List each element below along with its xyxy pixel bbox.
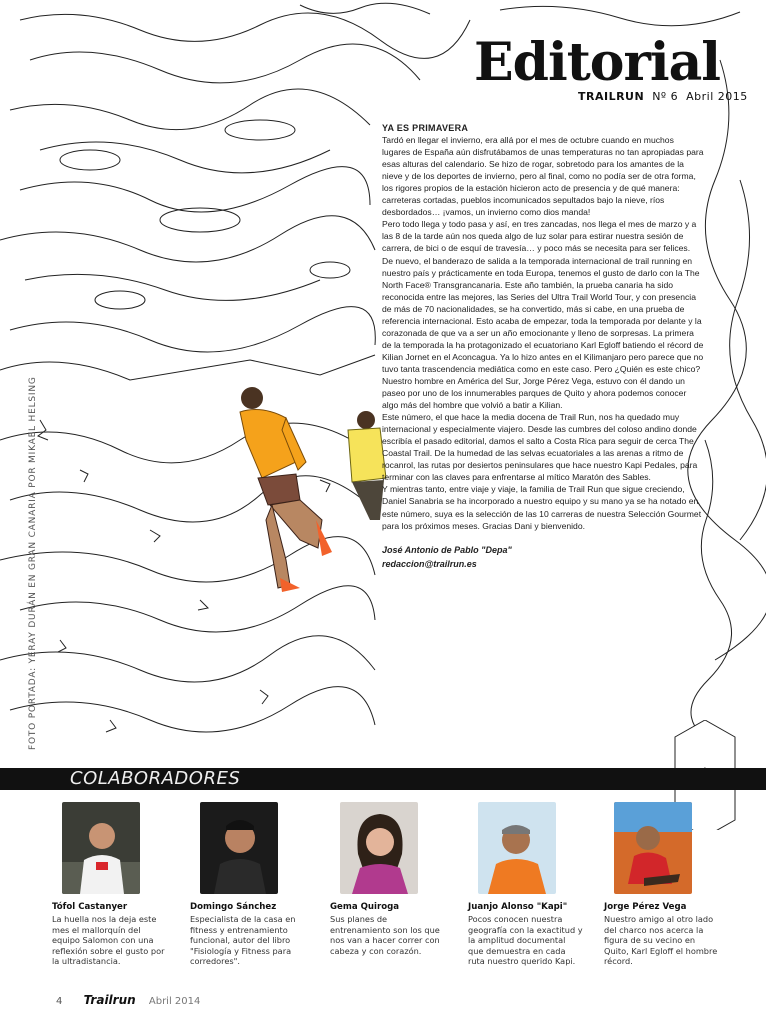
collaborator-desc: Nuestro amigo al otro lado del charco nos acerca la figura de su vecino en Quito, Karl Egloff el hombre récord. [604, 914, 718, 966]
collaborator-desc: La huella nos la deja este mes el mallorquín del equipo Salomon con una reflexión sobre el gusto por la ultradistancia. [52, 914, 165, 966]
editor-email[interactable]: redaccion@trailrun.es [382, 558, 477, 569]
collaborator-card [190, 802, 305, 967]
collaborator-desc: Pocos conocen nuestra geografía con la exactitud y la amplitud documental que demuestra en cada ruta nuestro querido Kapi. [468, 914, 583, 966]
editorial-paragraph: Tardó en llegar el invierno, era allá por el mes de octubre cuando en muchos lugares de España aún disfrutábamos de unas temperaturas no tan apropiadas para esas alturas del calendario. Se hizo de rogar, sobretodo para los amantes de la nieve y de los deportes de invierno, pero al final, como no podía ser de otra forma, los rigores propios de la estación hicieron acto de presencia y de qué manera: carreteras cortadas, pueblos incomunicados sepultados bajo la nieve, ríos desbordados… ¡vamos, un invierno como dios manda! [382, 135, 704, 218]
collaborator-photo [340, 802, 418, 894]
collaborator-photo [200, 802, 278, 894]
editorial-body [382, 122, 704, 570]
issue-date: Abril 2015 [686, 90, 748, 103]
editorial-paragraph: Este número, el que hace la media docena de Trail Run, nos ha quedado muy internacional y especialmente viajero. Desde las cumbres del coloso andino donde escribía el pasado editorial, damos el salto a Costa Rica para seguir de cerca The Coastal Trail. De la humedad de las selvas ecuatoriales a las arenas a ritmo de rocanrol, las rutas por desiertos peninsulares que hace nuestro Kapi Pedales, para terminar con las claves para enfrentarse al mítico Maratón des Sables. [382, 412, 698, 483]
editor-signature: José Antonio de Pablo "Depa" [382, 544, 512, 555]
issue-number: Nº 6 [652, 90, 679, 103]
page-title: Editorial [474, 32, 721, 93]
page-footer [56, 993, 200, 1007]
collaborator-name: Jorge Pérez Vega [604, 902, 687, 912]
collaborator-desc: Sus planes de entrenamiento son los que nos van a hacer correr con cabeza y con corazón. [330, 914, 440, 956]
collaborator-photo [478, 802, 556, 894]
footer-brand-logo: Trailrun [83, 993, 136, 1007]
collaborator-card [330, 802, 445, 956]
collaborator-name: Domingo Sánchez [190, 902, 277, 912]
magazine-name: TRAILRUN [578, 90, 645, 103]
collaborators-title: COLABORADORES [70, 768, 241, 789]
collaborator-name: Juanjo Alonso "Kapi" [468, 902, 568, 912]
collaborator-desc: Especialista de la casa en fitness y entrenamiento funcional, autor del libro "Fisiología y Fitness para corredores". [190, 914, 296, 966]
footer-date: Abril 2014 [148, 996, 201, 1007]
collaborator-name: Gema Quiroga [330, 902, 400, 912]
page-number: 4 [56, 996, 63, 1007]
collaborator-photo [614, 802, 692, 894]
collaborator-card [52, 802, 167, 967]
runner-figure-orange [240, 387, 332, 592]
photo-credit: FOTO PORTADA: YERAY DURÁN EN GRAN CANARIA POR MIKAEL HELSING [28, 376, 38, 750]
collaborator-photo [62, 802, 140, 894]
editorial-paragraph: Y mientras tanto, entre viaje y viaje, la familia de Trail Run que sigue creciendo, Daniel Sanabria se ha incorporado a nuestro equipo y su mano ya se ha notado en este número, suya es la selección de las 10 carreras de nuestra Selección Gourmet para los próximos meses. Gracias Dani y bienvenido. [382, 484, 702, 531]
issue-info [578, 90, 748, 103]
editorial-heading: YA ES PRIMAVERA [382, 123, 469, 133]
collaborator-card [468, 802, 583, 967]
runner-figure-yellow [348, 411, 386, 520]
collaborator-name: Tófol Castanyer [52, 902, 128, 912]
editorial-paragraph: Pero todo llega y todo pasa y así, en tres zancadas, nos llega el mes de marzo y a las 8 de la tarde aún nos queda algo de luz solar para estirar nuestra sesión de carrera, de bici o de esquí de travesía… y poco más se necesita para ser felices. [382, 219, 697, 254]
editorial-paragraph: De nuevo, el banderazo de salida a la temporada internacional de trail running en nuestro país y prácticamente en toda Europa, tenemos el gusto de darlo con la The North Face® Transgrancanaria. Este año también, la prueba canaria ha sido reconocida entre las mejores, las Series del Ultra Trail World Tour, y con presencia de más de 70 nacionalidades, se ha convertido, más si cabe, en una prueba de referencia internacional. Esto acaba de empezar, toda la temporada por delante y la corazonada de que va a ser un año emocionante y lleno de sorpresas. La primera de la temporada la ha protagonizado el ecuatoriano Karl Egloff batiendo el récord de Kilian Jornet en el Aconcagua. Ya lo hizo antes en el Kilimanjaro pero parece que no tuvo tanta trascendencia mediática como en este caso. Pero ¿Quién es este chico? Nuestro hombre en América del Sur, Jorge Pérez Vega, estuvo con él dando un paseo por uno de los innumerables parques de Quito y ahora podemos conocer algo más del hombre que volvió a batir a Kilian. [382, 255, 704, 411]
collaborator-card [604, 802, 719, 967]
